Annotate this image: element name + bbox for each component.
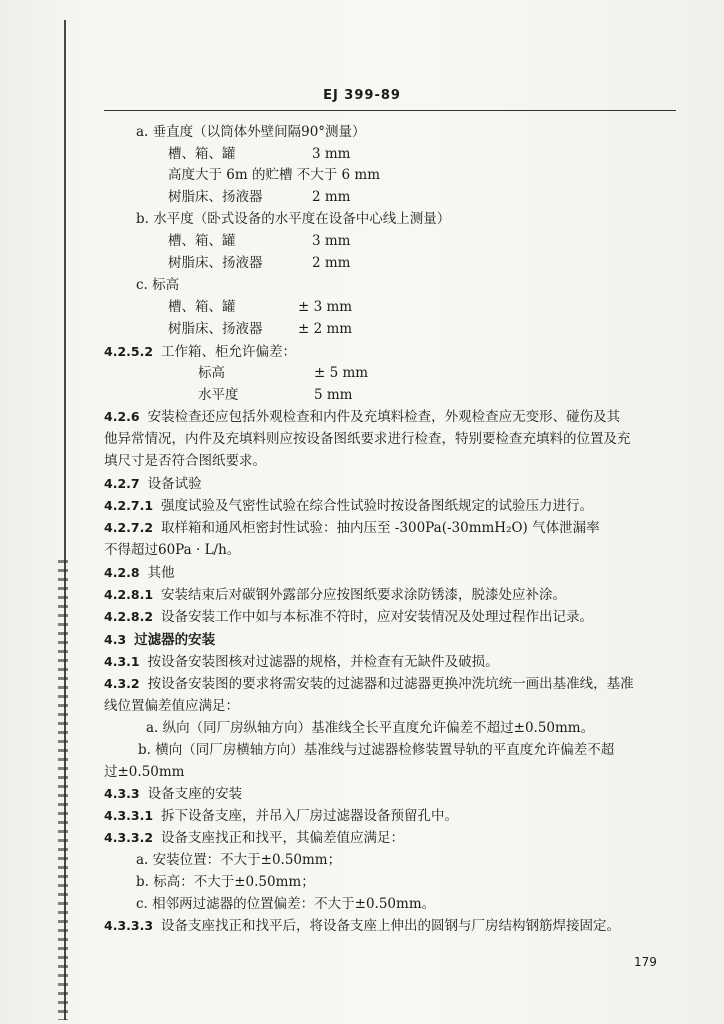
clause-4-3-2: 4.3.2 按设备安装图的要求将需安装的过滤器和过滤器更换冲洗坑统一画出基准线，基准 (104, 676, 634, 692)
clause-4-2-8-1: 4.2.8.1 安装结束后对碳钢外露部分应按图纸要求涂防锈漆，脱漆处应补涂。 (104, 587, 567, 603)
clause-4-3-3-2: 4.3.3.2 设备支座找正和找平，其偏差值应满足： (104, 830, 405, 846)
clause-4-3-3: 4.3.3 设备支座的安装 (104, 786, 243, 802)
clause-4-2-6: 4.2.6 安装检查还应包括外观检查和内件及充填料检查，外观检查应无变形、碰伤及其 (104, 409, 621, 425)
item-a: a. 纵向（同厂房纵轴方向）基准线全长平直度允许偏差不超过±0.50mm。 (146, 720, 595, 736)
clause-4-3-3-3: 4.3.3.3 设备支座找正和找平后，将设备支座上伸出的圆钢与厂房结构钢筋焊接固定。 (104, 918, 621, 934)
spec-row: 高度大于 6m 的贮槽 不大于 6 mm (168, 167, 381, 183)
clause-4-2-7-1: 4.2.7.1 强度试验及气密性试验在综合性试验时按设备图纸规定的试验压力进行。 (104, 498, 594, 514)
clause-4-2-7: 4.2.7 设备试验 (104, 476, 202, 492)
paragraph-line: 不得超过60Pa · L/h。 (104, 542, 241, 558)
clause-4-2-8: 4.2.8 其他 (104, 565, 175, 581)
clause-4-2-7-2: 4.2.7.2 取样箱和通风柜密封性试验：抽内压至 -300Pa(-30mmH₂O) 气体泄漏率 (104, 520, 600, 536)
paragraph-line: 线位置偏差值应满足： (104, 698, 239, 714)
paragraph-line: 他异常情况，内件及充填料则应按设备图纸要求进行检查，特别要检查充填料的位置及充 (104, 431, 631, 447)
page-number: 179 (634, 955, 657, 969)
item-b: b. 标高：不大于±0.50mm； (136, 874, 315, 890)
document-page: EJ 399-89 a. 垂直度（以筒体外壁间隔90°测量） 槽、箱、罐 3 mm 高度大于 6m 的贮槽 不大于 6 mm 树脂床、扬液器 2 mm b. 水平度（卧式设备的水平度在设备中心线上测量） 槽、箱、罐 3 mm 树脂床、扬液器 2 mm c. 标高 槽、箱、罐 ± 3 mm 树脂床、扬液器 ± 2 mm 4.2.5.2 工作箱、柜允许偏差： 标高 ± 5 mm 水平度 5 mm 4.2.6 安装检查还应包括外观检查和内件及充填料检查，外观检查应无变形、碰伤及其 他异常情况，内件及充填料则应按设备图纸要求进行检查，特别要检查充填料的位置及充 填尺寸是否符合图纸要求。 4.2.7 设备试验 4.2.7.1 强度试验及气密性试验在综合性试验时按设备图纸规定的试验压力进行。 4.2.7.2 取样箱和通风柜密封性试验：抽内压至 -300Pa(-30mmH₂O) 气体泄漏率 不得超过60Pa · L/h。 4.2.8 其他 4.2.8.1 安装结束后对碳钢外露部分应按图纸要求涂防锈漆，脱漆处应补涂。 4.2.8.2 设备安装工作中如与本标准不符时，应对安装情况及处理过程作出记录。 4.3 过滤器的安装 4.3.1 按设备安装图核对过滤器的规格，并检查有无缺件及破损。 4.3.2 按设备安装图的要求将需安装的过滤器和过滤器更换冲洗坑统一画出基准线，基准 线位置偏差值应满足： a. 纵向（同厂房纵轴方向）基准线全长平直度允许偏差不超过±0.50mm。 b. 横向（同厂房横轴方向）基准线与过滤器检修装置导轨的平直度允许偏差不超 过±0.50mm 4.3.3 设备支座的安装 4.3.3.1 拆下设备支座，并吊入厂房过滤器设备预留孔中。 4.3.3.2 设备支座找正和找平，其偏差值应满足： a. 安装位置：不大于±0.50mm； b. 标高：不大于±0.50mm； c. 相邻两过滤器的位置偏差：不大于±0.50mm。 4.3.3.3 设备支座找正和找平后，将设备支座上伸出的圆钢与厂房结构钢筋焊接固定。 179 (0, 0, 724, 1024)
item-a: a. 安装位置：不大于±0.50mm； (136, 852, 342, 868)
clause-4-2-5-2: 4.2.5.2 工作箱、柜允许偏差： (104, 344, 297, 360)
item-b-title: b. 水平度（卧式设备的水平度在设备中心线上测量） (136, 211, 451, 227)
item-a-title: a. 垂直度（以筒体外壁间隔90°测量） (136, 124, 366, 140)
clause-4-3-1: 4.3.1 按设备安装图核对过滤器的规格，并检查有无缺件及破损。 (104, 654, 499, 670)
clause-4-3-3-1: 4.3.3.1 拆下设备支座，并吊入厂房过滤器设备预留孔中。 (104, 808, 459, 824)
header-rule (104, 110, 676, 111)
paragraph-line: 填尺寸是否符合图纸要求。 (104, 453, 266, 469)
clause-4-2-8-2: 4.2.8.2 设备安装工作中如与本标准不符时，应对安装情况及处理过程作出记录。 (104, 609, 594, 625)
binding-holes (58, 560, 68, 1020)
section-4-3-heading: 4.3 过滤器的安装 (104, 632, 216, 648)
page-header: EJ 399-89 (323, 88, 401, 103)
item-c-title: c. 标高 (136, 277, 180, 293)
item-c: c. 相邻两过滤器的位置偏差：不大于±0.50mm。 (136, 896, 436, 912)
paragraph-line: 过±0.50mm (104, 764, 185, 780)
item-b: b. 横向（同厂房横轴方向）基准线与过滤器检修装置导轨的平直度允许偏差不超 (138, 742, 615, 758)
